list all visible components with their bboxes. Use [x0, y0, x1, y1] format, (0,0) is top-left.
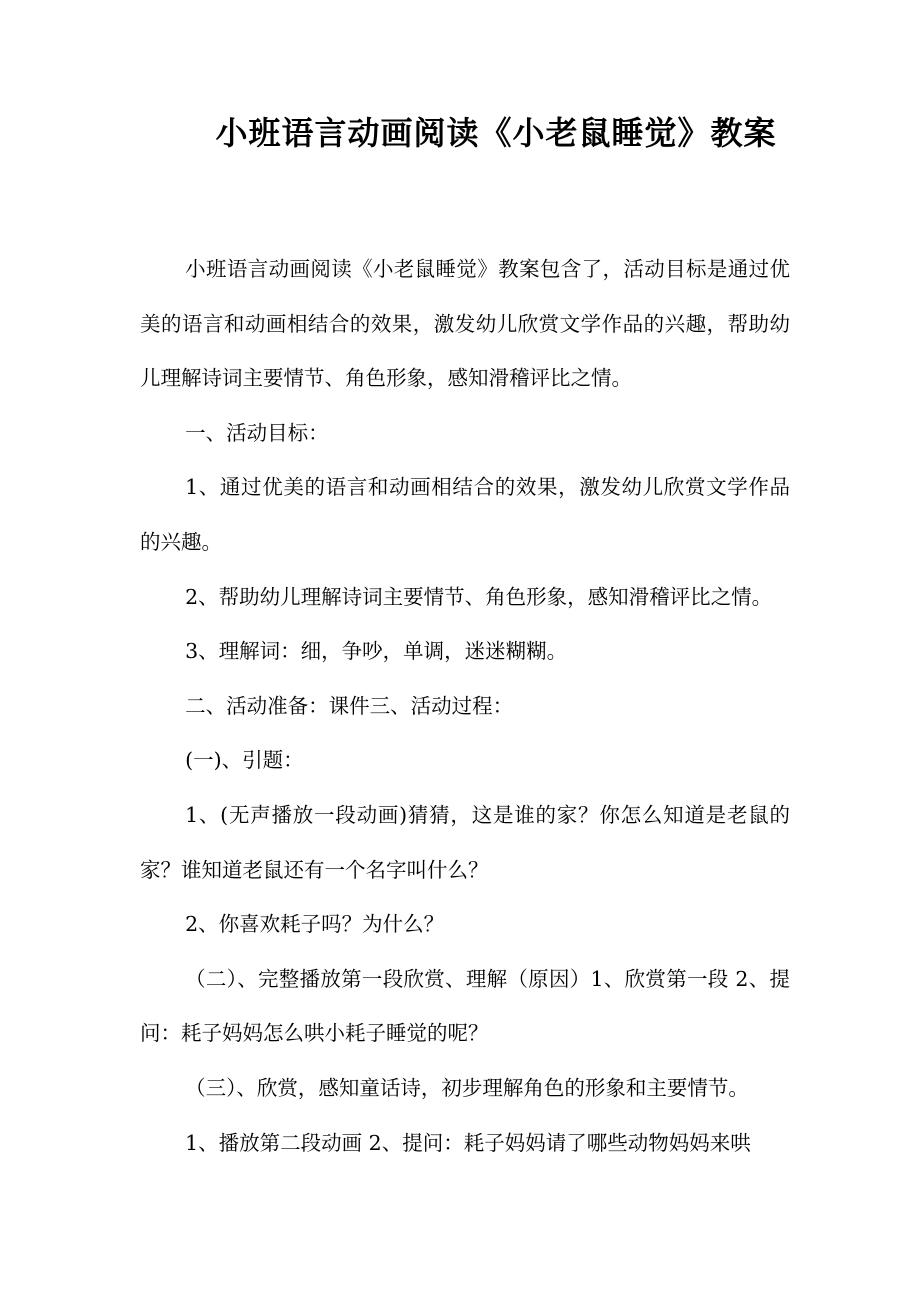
process-item-3: 1、播放第二段动画 2、提问：耗子妈妈请了哪些动物妈妈来哄	[185, 1130, 751, 1155]
subsection-heading-intro: (一)、引题：	[185, 748, 304, 773]
goal-item-2: 2、帮助幼儿理解诗词主要情节、角色形象，感知滑稽评比之情。	[185, 584, 773, 609]
subsection-3: （三）、欣赏，感知童话诗，初步理解角色的形象和主要情节。	[185, 1075, 749, 1100]
section-heading-preparation: 二、活动准备：课件三、活动过程：	[185, 693, 514, 718]
document-title: 小班语言动画阅读《小老鼠睡觉》教案	[215, 114, 777, 152]
document-body	[140, 242, 790, 1170]
subsection-2: （二）、完整播放第一段欣赏、理解（原因）1、欣赏第一段 2、提问：耗子妈妈怎么哄小耗子睡觉的呢？	[140, 966, 790, 1046]
process-item-2: 2、你喜欢耗子吗？为什么？	[185, 912, 445, 937]
goal-item-3: 3、理解词：细，争吵，单调，迷迷糊糊。	[185, 639, 568, 664]
intro-paragraph: 小班语言动画阅读《小老鼠睡觉》教案包含了，活动目标是通过优美的语言和动画相结合的效果，激发幼儿欣赏文学作品的兴趣，帮助幼儿理解诗词主要情节、角色形象，感知滑稽评比之情。	[140, 257, 790, 391]
section-heading-goals: 一、活动目标：	[185, 420, 329, 445]
goal-item-1: 1、通过优美的语言和动画相结合的效果，激发幼儿欣赏文学作品的兴趣。	[140, 475, 790, 554]
process-item-1: 1、(无声播放一段动画)猜猜，这是谁的家？你怎么知道是老鼠的家？谁知道老鼠还有一个名字叫什么？	[140, 802, 790, 882]
